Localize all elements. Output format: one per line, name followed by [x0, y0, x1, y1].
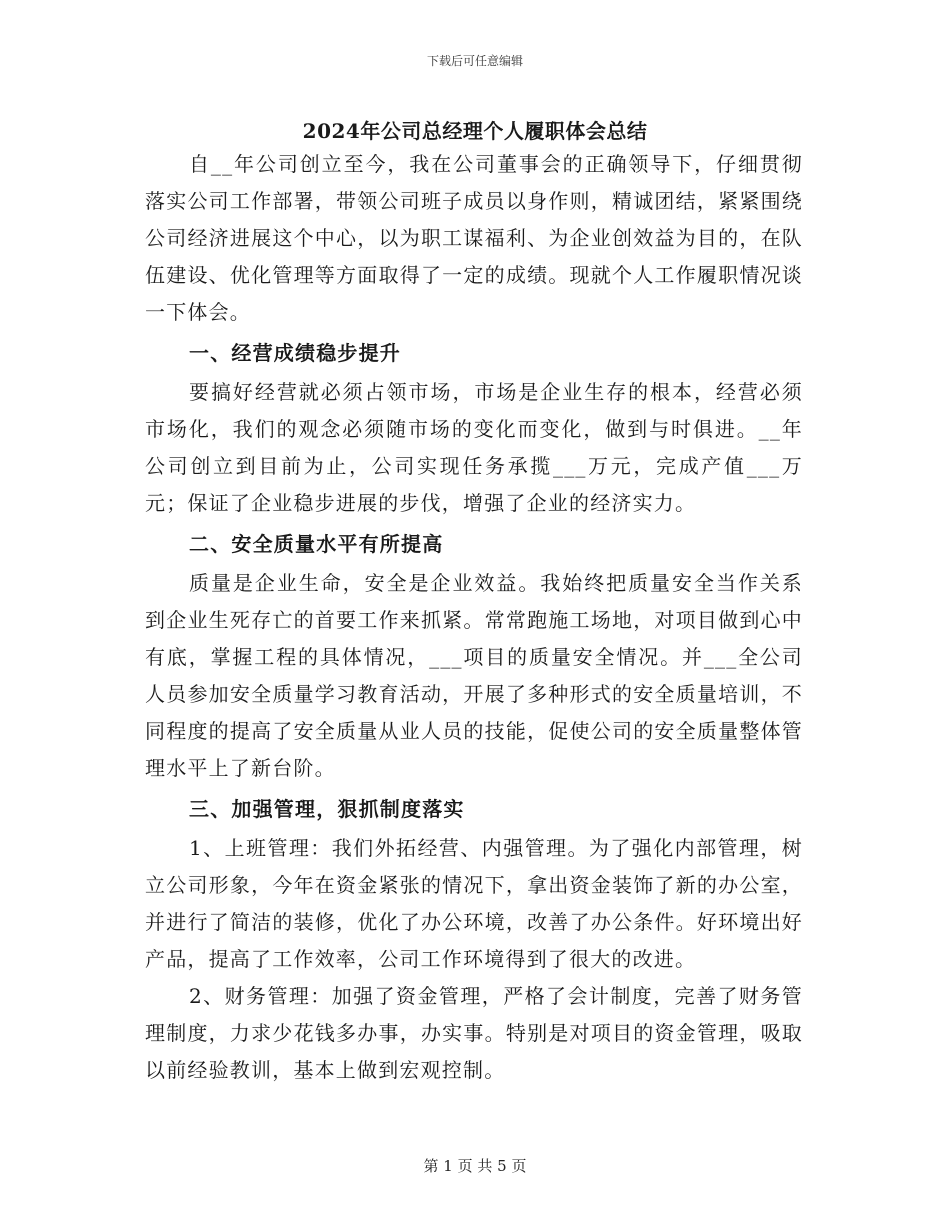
section-heading-2: 二、安全质量水平有所提高: [189, 532, 444, 556]
intro-paragraph: 自__年公司创立至今，我在公司董事会的正确领导下，仔细贯彻落实公司工作部署，带领公司班子成员以身作则，精诚团结，紧紧围绕公司经济进展这个中心，以为职工谋福利、为企业创效益为目的，在队伍建设、优化管理等方面取得了一定的成绩。现就个人工作履职情况谈一下体会。: [145, 152, 803, 324]
section-heading-3: 三、加强管理，狠抓制度落实: [189, 797, 465, 821]
section-3-paragraph-1: 1、上班管理：我们外拓经营、内强管理。为了强化内部管理，树立公司形象，今年在资金紧张的情况下，拿出资金装饰了新的办公室，并进行了简洁的装修，优化了办公环境，改善了办公条件。好环境出好产品，提高了工作效率，公司工作环境得到了很大的改进。: [145, 836, 803, 971]
document-body: [145, 146, 803, 1089]
document-title: 2024年公司总经理个人履职体会总结: [302, 119, 648, 143]
section-1-paragraph: 要搞好经营就必须占领市场，市场是企业生存的根本，经营必须市场化，我们的观念必须随市场的变化而变化，做到与时俱进。__年公司创立到目前为止，公司实现任务承揽___万元，完成产值___万元；保证了企业稳步进展的步伐，增强了企业的经济实力。: [145, 380, 803, 515]
page-number-footer: 第 1 页 共 5 页: [423, 1157, 527, 1175]
section-2-paragraph: 质量是企业生命，安全是企业效益。我始终把质量安全当作关系到企业生死存亡的首要工作来抓紧。常常跑施工场地，对项目做到心中有底，掌握工程的具体情况，___项目的质量安全情况。并___全公司人员参加安全质量学习教育活动，开展了多种形式的安全质量培训，不同程度的提高了安全质量从业人员的技能，促使公司的安全质量整体管理水平上了新台阶。: [145, 571, 803, 780]
section-heading-1: 一、经营成绩稳步提升: [189, 341, 401, 365]
section-3-paragraph-2: 2、财务管理：加强了资金管理，严格了会计制度，完善了财务管理制度，力求少花钱多办事，办实事。特别是对项目的资金管理，吸取以前经验教训，基本上做到宏观控制。: [145, 984, 803, 1082]
page-header-note: 下载后可任意编辑: [426, 54, 523, 68]
